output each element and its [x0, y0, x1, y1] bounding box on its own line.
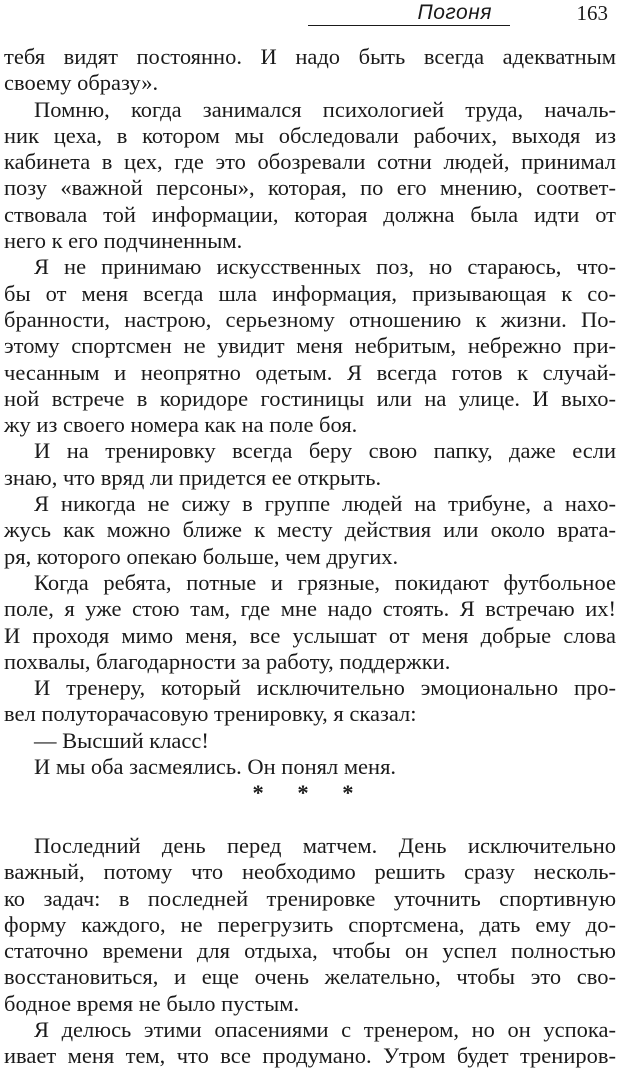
text-line: чесанным и неопрятно одетым. Я всегда готов к случай- [4, 359, 616, 385]
text-line: знаю, что вряд ли придется ее открыть. [4, 464, 382, 490]
text-line: И проходя мимо меня, все услышат от меня добрые слова [4, 622, 616, 648]
text-line: Я делюсь этими опасениями с тренером, но он успока- [34, 1016, 616, 1042]
text-line: бодное время не было пустым. [4, 990, 300, 1016]
text-line: ко задач: в последней тренировке уточнить спортивную [4, 885, 616, 911]
text-line: бы от меня всегда шла информация, призывающая к со- [4, 280, 616, 306]
text-line: позу «важной персоны», которая, по его мнению, соответ- [4, 175, 616, 201]
text-line: своему образу». [4, 70, 159, 96]
text-line: — Высший класс! [34, 727, 209, 753]
section-separator: * * * [252, 780, 368, 806]
text-line: форму каждого, не перегрузить спортсмена, дать ему до- [4, 911, 616, 937]
page-number: 163 [576, 1, 608, 25]
text-line: И тренеру, который исключительно эмоционально про- [34, 675, 616, 701]
text-line: ной встрече в коридоре гостиницы или на улице. И выхо- [4, 385, 616, 411]
blank-line [4, 807, 616, 833]
text-line: Когда ребята, потные и грязные, покидают футбольное [34, 569, 616, 595]
text-line: ивает меня тем, что все продумано. Утром будет трениров- [4, 1043, 616, 1069]
text-line: Я не принимаю искусственных поз, но стараюсь, что- [34, 254, 616, 280]
page-header [0, 0, 620, 30]
text-line: бранности, настрою, серьезному отношению к жизни. По- [4, 306, 616, 332]
text-line: поле, я уже стою там, где мне надо стоять. Я встречаю их! [4, 596, 616, 622]
page-body [4, 44, 616, 1070]
text-line: похвалы, благодарности за работу, поддержки. [4, 648, 451, 674]
text-line: Я никогда не сижу в группе людей на трибуне, а нахо- [34, 491, 616, 517]
text-line: статочно времени для отдыха, чтобы он успел полностью [4, 938, 616, 964]
text-line: ря, которого опекаю больше, чем других. [4, 543, 399, 569]
text-line: важный, потому что необходимо решить сразу несколь- [4, 859, 616, 885]
text-line: Последний день перед матчем. День исключительно [34, 832, 616, 858]
text-line: ник цеха, в котором мы обследовали рабочих, выходя из [4, 122, 616, 148]
text-line: него к его подчиненным. [4, 228, 243, 254]
running-head-title: Погоня [417, 1, 492, 24]
text-line: кабинета в цех, где это обозревали сотни людей, принимал [4, 149, 616, 175]
text-line: ствовала той информации, которая должна была идти от [4, 201, 616, 227]
text-line: И на тренировку всегда беру свою папку, даже если [34, 438, 616, 464]
text-line: жу из своего номера как на поле боя. [4, 412, 358, 438]
text-line: тебя видят постоянно. И надо быть всегда адекватным [4, 44, 616, 69]
text-line: этому спортсмен не увидит меня небритым, небрежно при- [4, 333, 616, 359]
text-line: вел полуторачасовую тренировку, я сказал: [4, 701, 417, 727]
text-line: восстановиться, и еще очень желательно, чтобы это сво- [4, 964, 616, 990]
header-rule [308, 25, 510, 26]
text-line: И мы оба засмеялись. Он понял меня. [34, 754, 397, 780]
text-line: Помню, когда занимался психологией труда, началь- [34, 96, 616, 122]
text-line: жусь как можно ближе к месту действия или около врата- [4, 517, 616, 543]
